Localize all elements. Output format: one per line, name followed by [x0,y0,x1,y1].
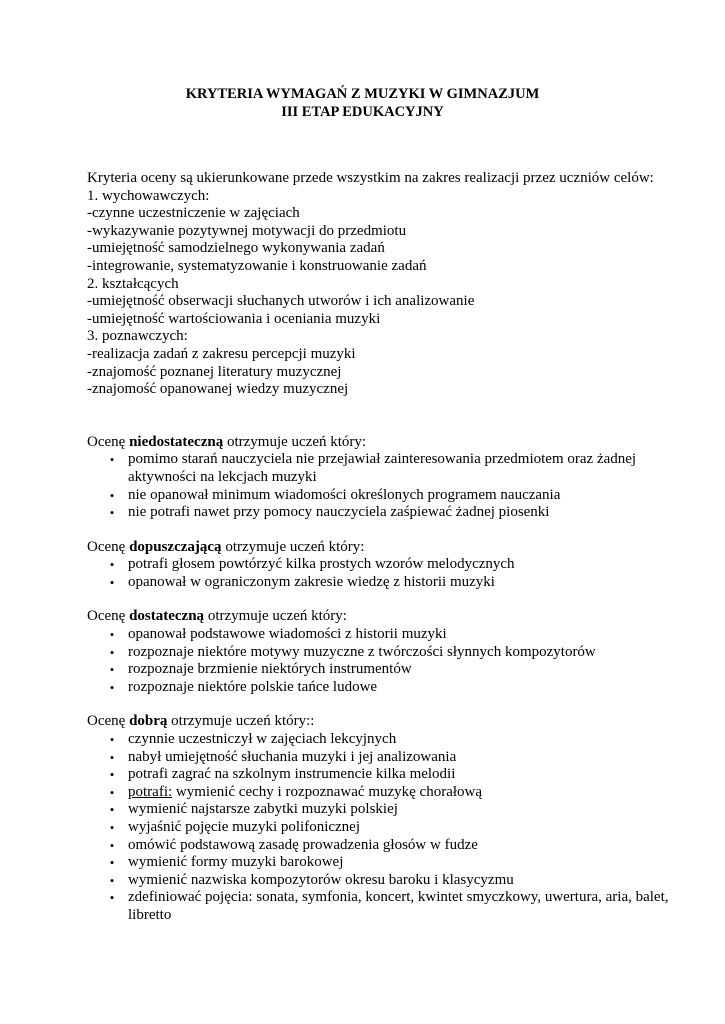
document-title [0,86,725,121]
intro-line: 1. wychowawczych: [87,187,210,204]
intro-line: -umiejętność wartościowania i oceniania muzyki [87,310,381,327]
criteria-list [87,731,687,925]
list-item: • rozpoznaje brzmienie niektórych instrumentów [87,661,687,679]
list-item: • rozpoznaje niektóre motywy muzyczne z twórczości słynnych kompozytorów [87,644,687,662]
bullet-icon: • [109,837,115,853]
bullet-icon: • [109,732,115,748]
intro-line: -umiejętność samodzielnego wykonywania zadań [87,240,385,257]
intro-line: 2. kształcących [87,275,179,292]
intro-line: -integrowanie, systematyzowanie i konstruowanie zadań [87,257,427,274]
criteria-list [87,556,687,591]
list-item: • opanował podstawowe wiadomości z historii muzyki [87,626,687,644]
list-item: • nie potrafi nawet przy pomocy nauczyciela zaśpiewać żadnej piosenki [87,504,687,522]
bullet-icon: • [109,767,115,783]
list-item: • potrafi: wymienić cechy i rozpoznawać muzykę chorałową [87,784,687,802]
underlined-prefix: potrafi: [128,783,173,800]
bullet-icon: • [109,890,115,906]
intro-line: -znajomość poznanej literatury muzycznej [87,363,342,380]
intro-line: -wykazywanie pozytywnej motywacji do przedmiotu [87,222,407,239]
grade-name: niedostateczną [129,433,224,450]
bullet-icon: • [109,662,115,678]
list-item: • zdefiniować pojęcia: sonata, symfonia, koncert, kwintet smyczkowy, uwertura, aria, balet, libretto [87,889,687,924]
bullet-icon: • [109,505,115,521]
list-item: • potrafi zagrać na szkolnym instrumencie kilka melodii [87,766,687,784]
list-item: • wymienić najstarsze zabytki muzyki polskiej [87,801,687,819]
list-item: • rozpoznaje niektóre polskie tańce ludowe [87,679,687,697]
criteria-list [87,626,687,696]
bullet-icon: • [109,872,115,888]
bullet-icon: • [109,627,115,643]
bullet-icon: • [109,855,115,871]
document-body [87,170,687,925]
grade-heading: Ocenę dopuszczającą otrzymuje uczeń który: [87,538,365,555]
list-item: • wymienić formy muzyki barokowej [87,854,687,872]
intro-line: -realizacja zadań z zakresu percepcji muzyki [87,345,356,362]
bullet-icon: • [109,574,115,590]
list-item: • czynnie uczestniczył w zajęciach lekcyjnych [87,731,687,749]
intro-line: -czynne uczestniczenie w zajęciach [87,205,300,222]
bullet-icon: • [109,557,115,573]
list-item: • nabył umiejętność słuchania muzyki i jej analizowania [87,749,687,767]
list-item: • opanował w ograniczonym zakresie wiedzę z historii muzyki [87,574,687,592]
bullet-icon: • [109,784,115,800]
grade-name: dopuszczającą [129,538,222,555]
list-item: • pomimo starań nauczyciela nie przejawiał zainteresowania przedmiotem oraz żadnej aktywności na lekcjach muzyki [87,451,687,486]
bullet-icon: • [109,820,115,835]
list-item: • potrafi głosem powtórzyć kilka prostych wzorów melodycznych [87,556,687,574]
grade-section-dobra [87,713,687,924]
grade-name: dobrą [129,713,168,730]
bullet-icon: • [109,749,115,765]
grade-section-dostateczna [87,608,687,696]
title-line-2: III ETAP EDUKACYJNY [281,103,444,120]
intro-lead: Kryteria oceny są ukierunkowane przede wszystkim na zakres realizacji przez uczniów celów: [87,170,654,186]
bullet-icon: • [109,802,115,818]
grade-heading: Ocenę dobrą otrzymuje uczeń który:: [87,713,315,730]
intro-line: 3. poznawczych: [87,328,188,345]
grade-section-niedostateczna [87,434,687,522]
grade-section-dopuszczajaca [87,539,687,592]
bullet-icon: • [109,487,115,503]
criteria-list [87,451,687,521]
list-item: • nie opanował minimum wiadomości określonych programem nauczania [87,487,687,505]
bullet-icon: • [109,452,115,468]
bullet-icon: • [109,679,115,695]
title-line-1: KRYTERIA WYMAGAŃ Z MUZYKI W GIMNAZJUM [185,86,540,102]
grade-heading: Ocenę dostateczną otrzymuje uczeń który: [87,608,347,625]
list-item: • wymienić nazwiska kompozytorów okresu baroku i klasycyzmu [87,872,687,890]
intro-line: -znajomość opanowanej wiedzy muzycznej [87,381,349,398]
grade-name: dostateczną [129,608,205,625]
list-item: • wyjaśnić pojęcie muzyki polifonicznej [87,819,687,837]
list-item: • omówić podstawową zasadę prowadzenia głosów w fudze [87,837,687,855]
bullet-icon: • [109,644,115,660]
grade-heading: Ocenę niedostateczną otrzymuje uczeń który: [87,433,367,450]
intro-line: -umiejętność obserwacji słuchanych utworów i ich analizowanie [87,293,475,310]
intro-section [87,170,687,399]
